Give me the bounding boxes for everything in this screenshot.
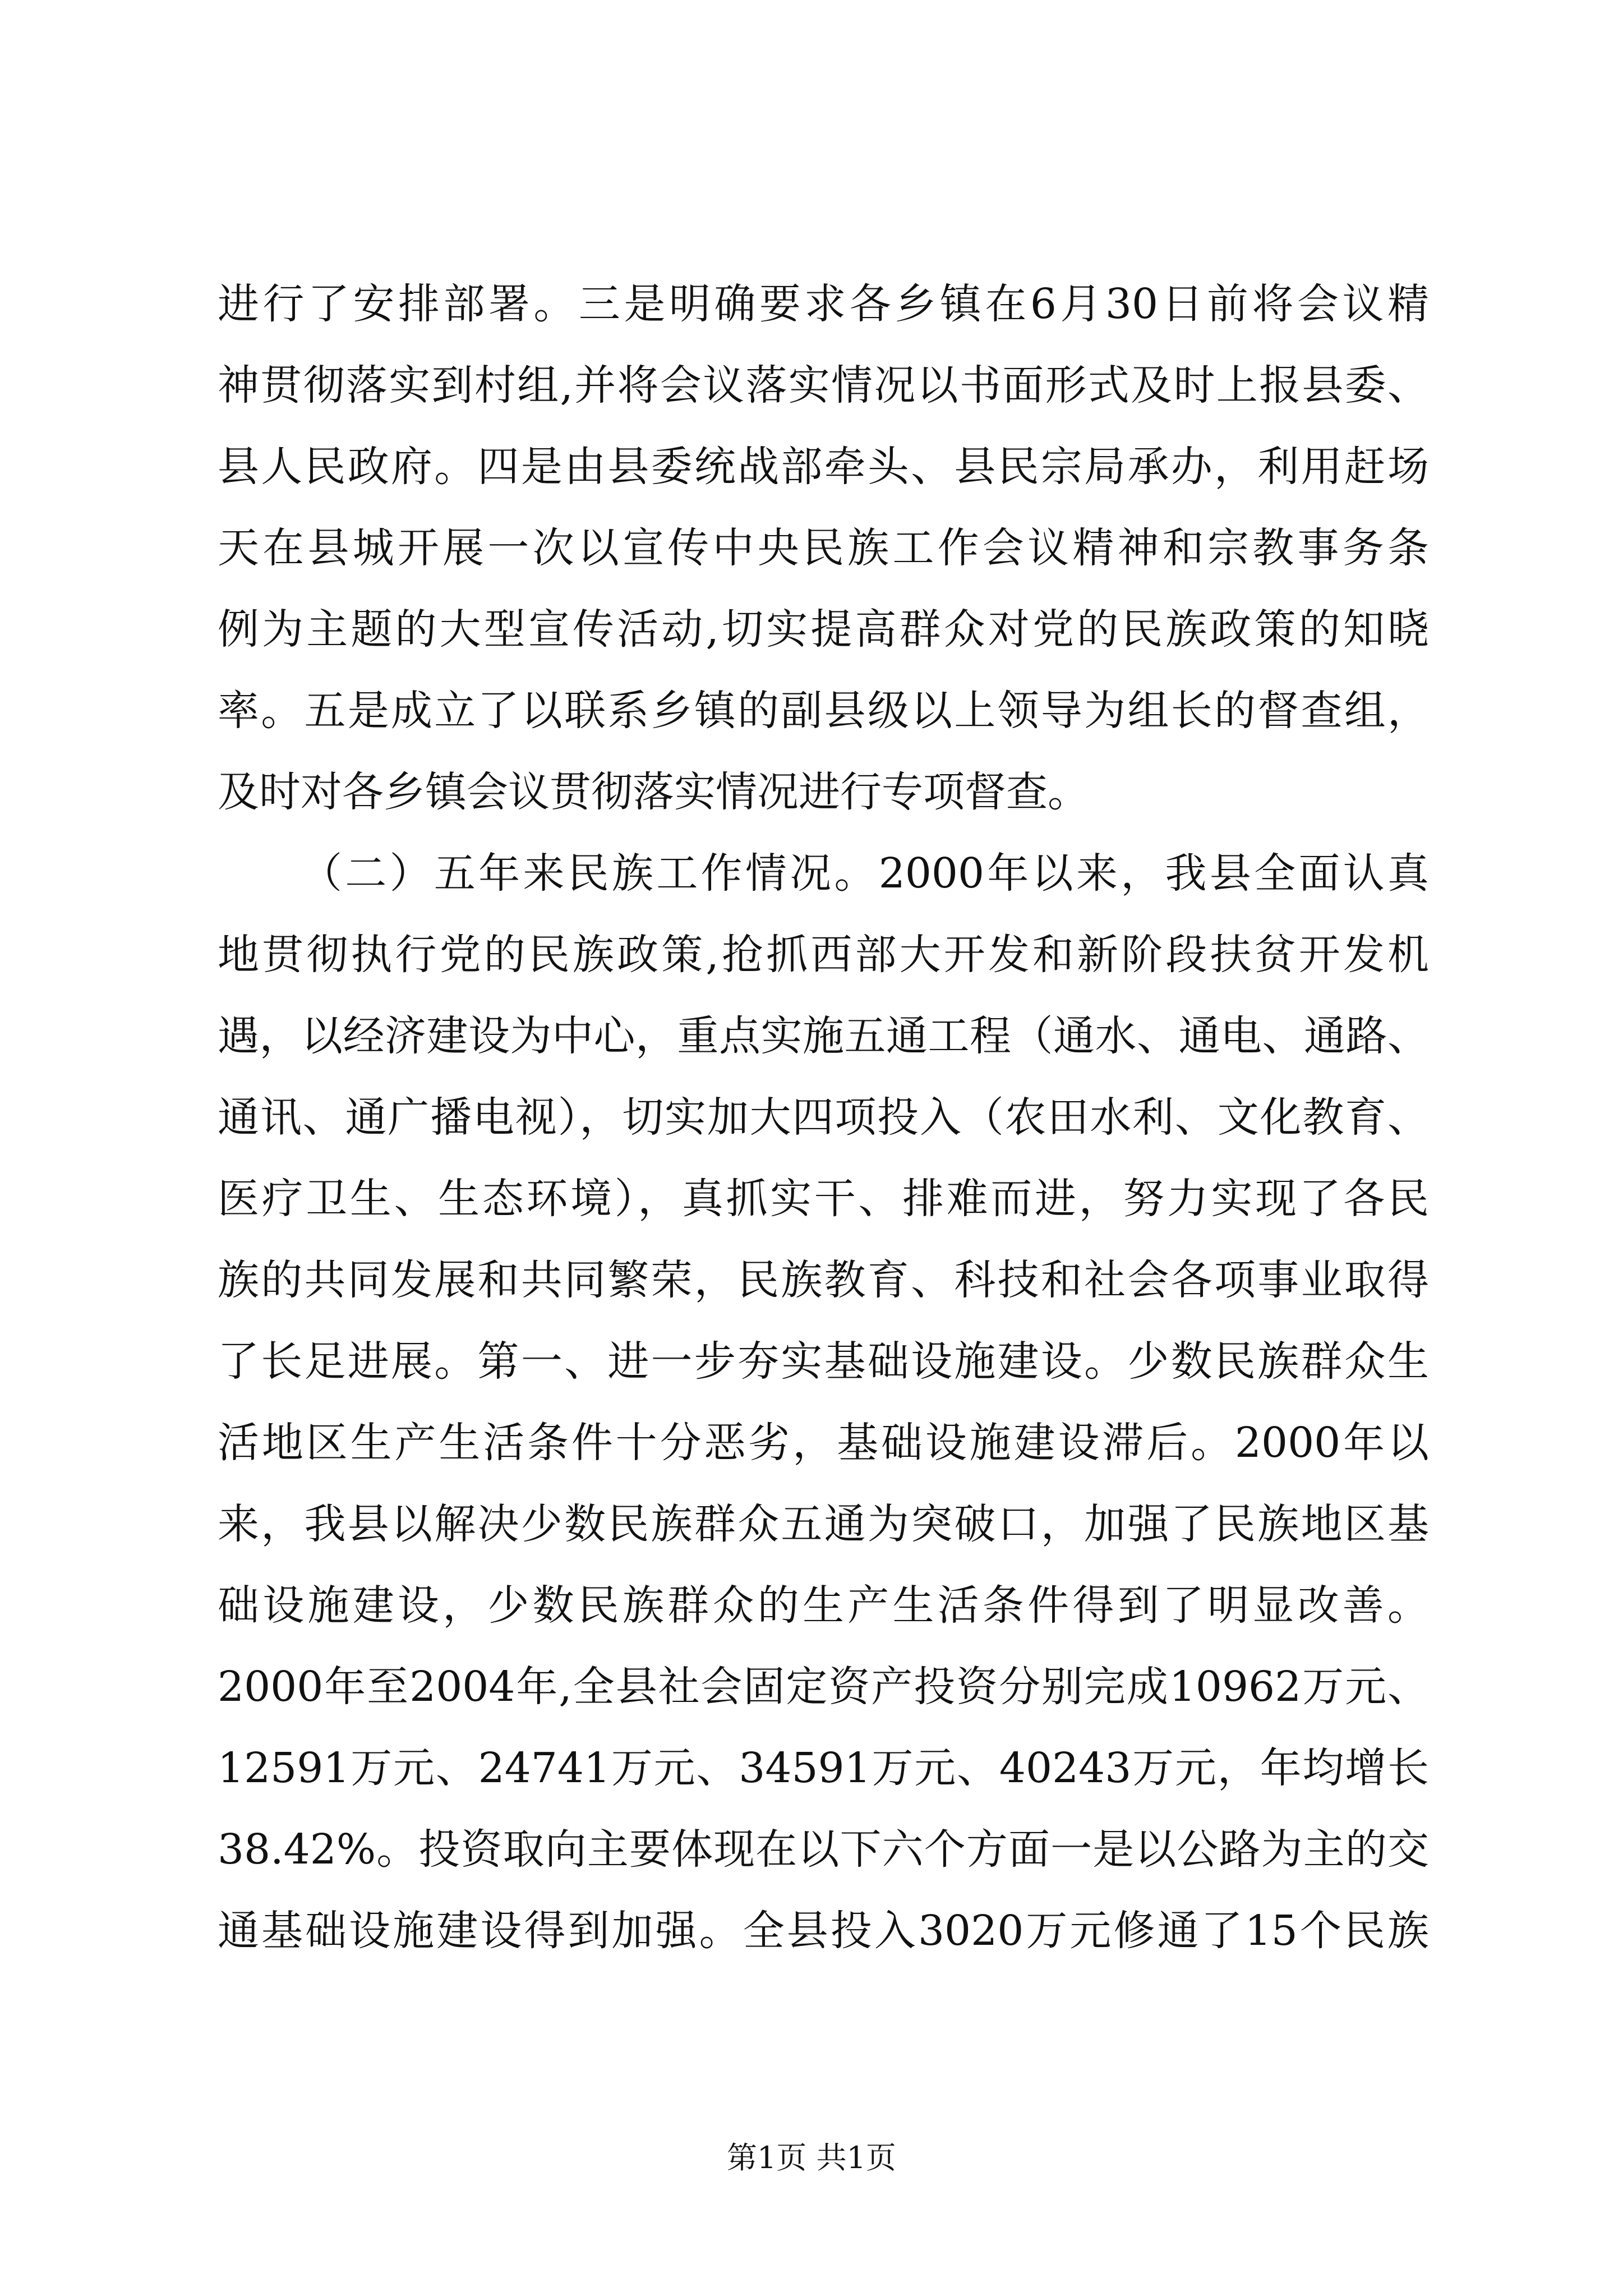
paragraph-line: 及时对各乡镇会议贯彻落实情况进行专项督查。 (218, 768, 1089, 816)
document-body (218, 264, 1429, 1972)
paragraph-line: 遇，以经济建设为中心，重点实施五通工程（通水、通电、通路、 (218, 1012, 1429, 1060)
paragraph-line: 地贯彻执行党的民族政策,抢抓西部大开发和新阶段扶贫开发机 (218, 931, 1429, 979)
paragraph-line: 通讯、通广播电视），切实加大四项投入（农田水利、文化教育、 (218, 1093, 1429, 1142)
paragraph-line: 进行了安排部署。三是明确要求各乡镇在6月30日前将会议精 (218, 280, 1429, 328)
paragraph-line: 县人民政府。四是由县委统战部牵头、县民宗局承办，利用赶场 (218, 443, 1429, 491)
paragraph-line: 通基础设施建设得到加强。全县投入3020万元修通了15个民族 (218, 1907, 1429, 1955)
paragraph-line: 天在县城开展一次以宣传中央民族工作会议精神和宗教事务条 (218, 524, 1429, 572)
paragraph-line: 族的共同发展和共同繁荣，民族教育、科技和社会各项事业取得 (218, 1256, 1429, 1304)
paragraph-line: 38.42%。投资取向主要体现在以下六个方面一是以公路为主的交 (218, 1825, 1429, 1874)
paragraph-line: 12591万元、24741万元、34591万元、40243万元，年均增长 (218, 1744, 1429, 1792)
paragraph-line: 了长足进展。第一、进一步夯实基础设施建设。少数民族群众生 (218, 1337, 1429, 1386)
paragraph-line: 来，我县以解决少数民族群众五通为突破口，加强了民族地区基 (218, 1500, 1429, 1548)
paragraph-line-section-heading: （二）五年来民族工作情况。2000年以来，我县全面认真 (301, 849, 1429, 898)
paragraph-line: 率。五是成立了以联系乡镇的副县级以上领导为组长的督查组， (218, 687, 1429, 735)
paragraph-line: 例为主题的大型宣传活动,切实提高群众对党的民族政策的知晓 (218, 605, 1429, 654)
paragraph-line: 础设施建设，少数民族群众的生产生活条件得到了明显改善。 (218, 1581, 1429, 1630)
paragraph-line: 医疗卫生、生态环境），真抓实干、排难而进，努力实现了各民 (218, 1175, 1429, 1223)
paragraph-line: 神贯彻落实到村组,并将会议落实情况以书面形式及时上报县委、 (218, 361, 1429, 409)
page-footer (0, 2138, 1623, 2178)
paragraph-line: 2000年至2004年,全县社会固定资产投资分别完成10962万元、 (218, 1663, 1429, 1711)
paragraph-line: 活地区生产生活条件十分恶劣，基础设施建设滞后。2000年以 (218, 1419, 1429, 1467)
page-number: 第1页 共1页 (727, 2140, 896, 2175)
